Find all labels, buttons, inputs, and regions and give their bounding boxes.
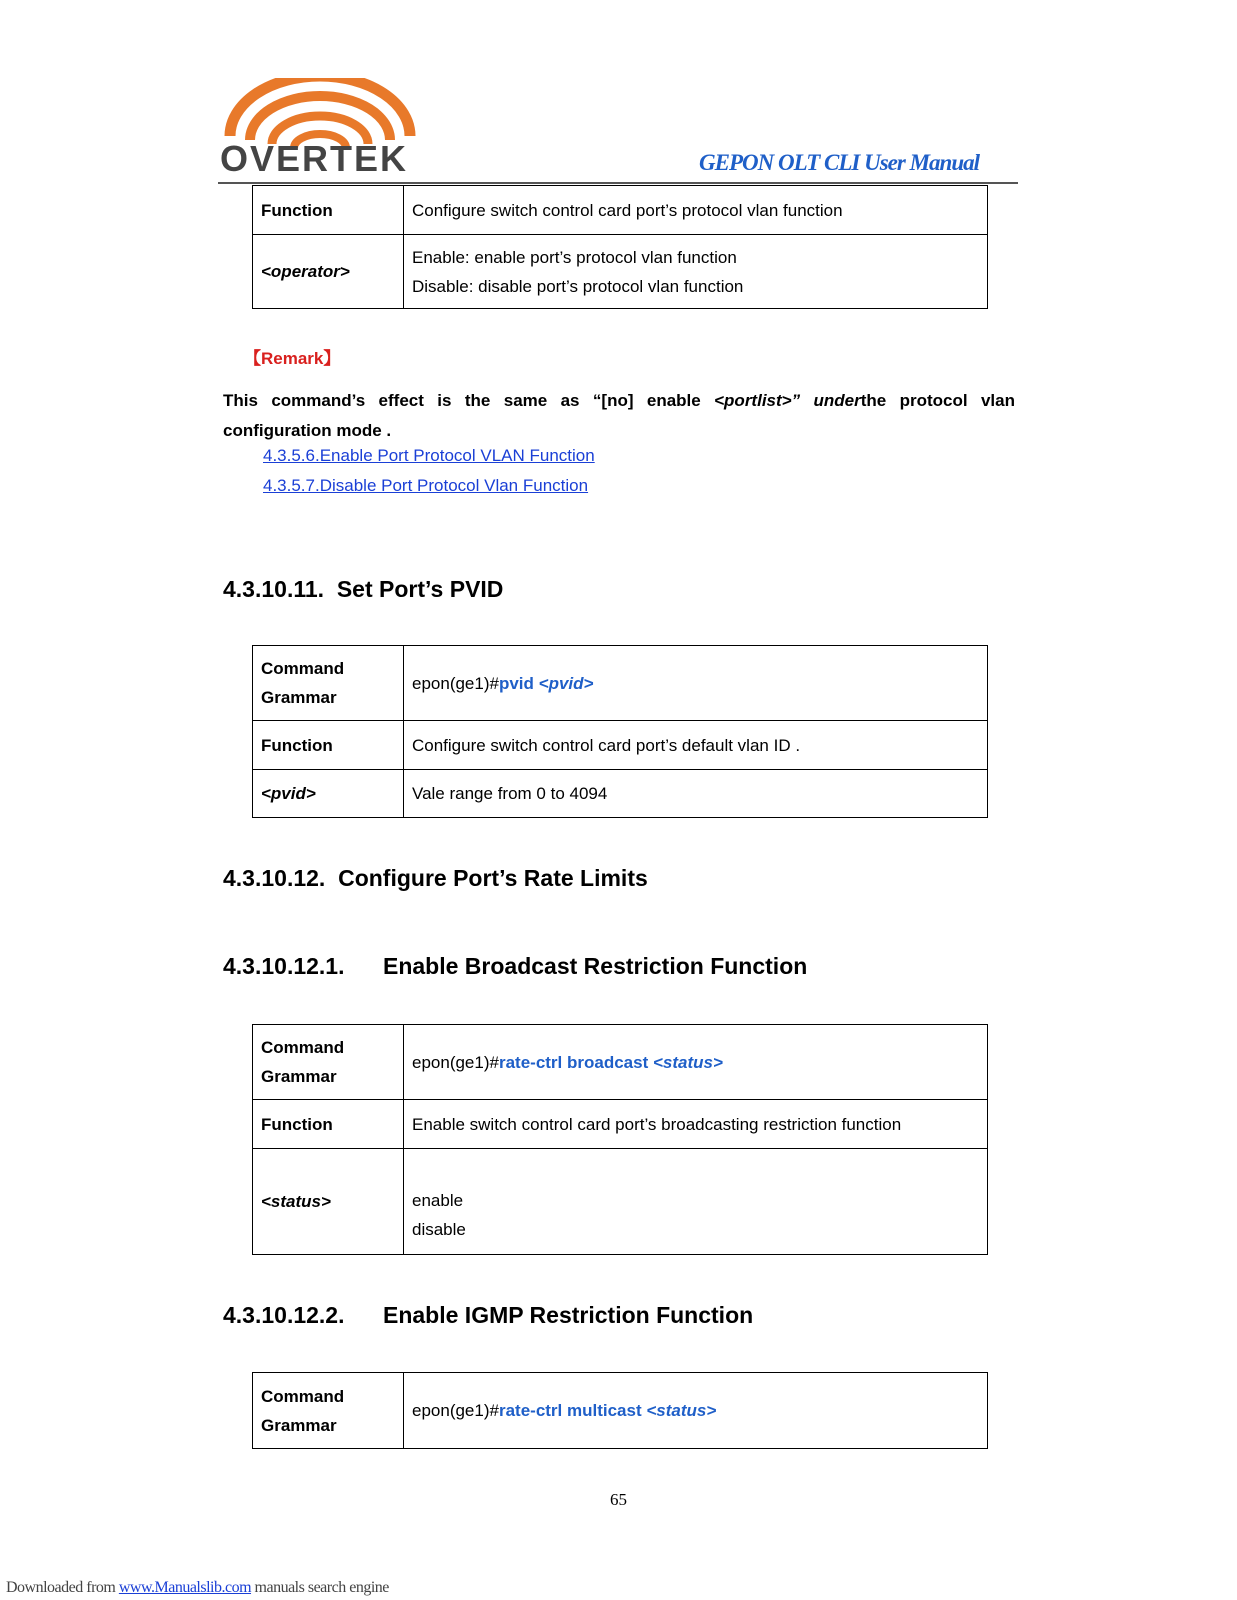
table-row: [253, 721, 988, 770]
heading-set-port-pvid: [223, 576, 503, 603]
footer: Downloaded from www.Manualslib.com manuals search engine: [6, 1579, 389, 1596]
link-disable-port-protocol-vlan[interactable]: 4.3.5.7.Disable Port Protocol Vlan Function: [263, 476, 589, 495]
heading-igmp-restriction: 4.3.10.12.2. Enable IGMP Restriction Function: [223, 1302, 754, 1328]
operator-value: [404, 235, 988, 309]
heading-title: Set Port’s PVID: [336, 576, 504, 602]
remark-text-part1: This command’s effect is the same as “[no] enable: [223, 391, 715, 410]
operator-key: <operator>: [253, 235, 404, 309]
table-row: [253, 646, 988, 721]
remark-text-part2: the protocol vlan configuration mode .: [223, 391, 1015, 440]
operator-disable-line: Disable: disable port’s protocol vlan function: [412, 276, 744, 296]
function-value: Enable switch control card port’s broadcasting restriction function: [404, 1100, 988, 1149]
function-value: Configure switch control card port’s default vlan ID .: [404, 721, 988, 770]
overtek-logo: [220, 78, 420, 176]
command-grammar-value: epon(ge1)#rate-ctrl multicast <status>: [404, 1373, 988, 1449]
command-grammar-key: Command Grammar: [253, 646, 404, 721]
operator-enable-line: Enable: enable port’s protocol vlan function: [412, 247, 737, 267]
table-row: [253, 770, 988, 818]
remark-label: 【Remark】: [244, 349, 341, 368]
function-key: Function: [253, 1100, 404, 1149]
heading-configure-rate-limits: 4.3.10.12. Configure Port’s Rate Limits: [223, 865, 648, 891]
table-row: [253, 186, 988, 235]
status-disable: disable: [412, 1219, 466, 1239]
header-rule: [218, 182, 1018, 184]
status-value: [404, 1149, 988, 1255]
command-grammar-value: epon(ge1)#rate-ctrl broadcast <status>: [404, 1025, 988, 1100]
pvid-key: <pvid>: [253, 770, 404, 818]
table-row: [253, 235, 988, 309]
igmp-table: [252, 1372, 988, 1449]
function-key: Function: [253, 186, 404, 235]
status-key: <status>: [253, 1149, 404, 1255]
pvid-table: [252, 645, 988, 818]
remark-text-italic: <portlist>” under: [714, 391, 861, 410]
function-value: Configure switch control card port’s protocol vlan function: [404, 186, 988, 235]
table-row: [253, 1373, 988, 1449]
table-row: [253, 1149, 988, 1255]
broadcast-table: [252, 1024, 988, 1255]
remark-text: [223, 386, 1015, 446]
link-enable-port-protocol-vlan[interactable]: 4.3.5.6.Enable Port Protocol VLAN Function: [263, 446, 595, 465]
logo-text: OVERTEK: [220, 138, 409, 176]
pvid-value: Vale range from 0 to 4094: [404, 770, 988, 818]
footer-link[interactable]: www.Manualslib.com: [118, 1579, 252, 1596]
command-grammar-key: Command Grammar: [253, 1025, 404, 1100]
status-enable: enable: [412, 1190, 464, 1210]
heading-broadcast-restriction: 4.3.10.12.1. Enable Broadcast Restriction Function: [223, 953, 808, 979]
table-row: [253, 1100, 988, 1149]
table-row: [253, 1025, 988, 1100]
manual-title: GEPON OLT CLI User Manual: [699, 150, 979, 175]
command-grammar-value: epon(ge1)#pvid <pvid>: [404, 646, 988, 721]
heading-number: 4.3.10.11.: [223, 576, 325, 602]
function-key: Function: [253, 721, 404, 770]
protocol-vlan-table: [252, 185, 988, 309]
command-grammar-key: Command Grammar: [253, 1373, 404, 1449]
page-number: 65: [610, 1490, 627, 1509]
